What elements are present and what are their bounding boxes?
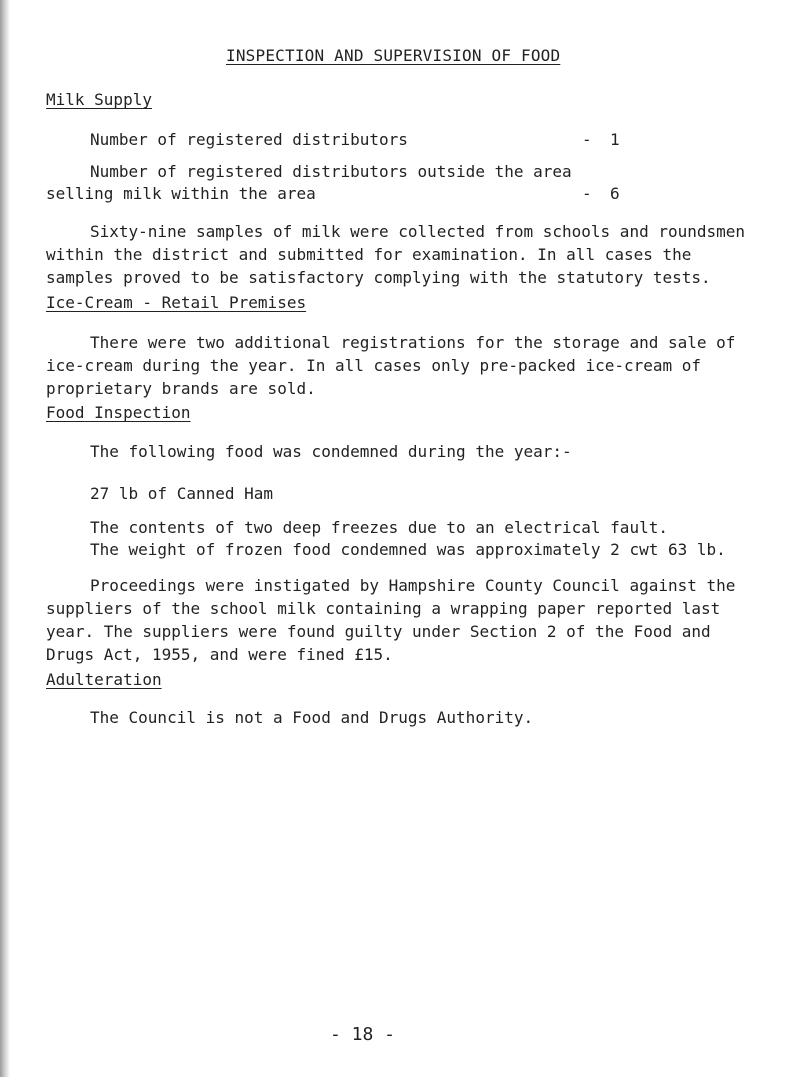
condemned-item-canned-ham: 27 lb of Canned Ham — [90, 484, 274, 503]
milk-row2-value: 6 — [610, 184, 620, 203]
ice-cream-paragraph: There were two additional registrations for the storage and sale of ice-cream during the year. In all cases only pre-packed ice-cream of proprietary brands are sold. — [46, 333, 736, 398]
section-heading-food-inspection: Food Inspection — [46, 403, 191, 422]
milk-row1-dash: - — [582, 130, 592, 149]
food-inspection-paragraph: Proceedings were instigated by Hampshire County Council against the suppliers of the school milk containing a wrapping paper reported last year. The suppliers were found guilty under Section 2 of the Food and Drugs Act, 1955, and were fined £15. — [46, 576, 736, 664]
section-heading-ice-cream: Ice-Cream - Retail Premises — [46, 293, 307, 312]
page-title: INSPECTION AND SUPERVISION OF FOOD — [226, 46, 561, 65]
milk-row2-label-line2: selling milk within the area — [46, 184, 316, 203]
food-inspection-intro: The following food was condemned during the year:- — [90, 442, 572, 461]
section-heading-adulteration: Adulteration — [46, 670, 162, 689]
milk-row2-label-line1: Number of registered distributors outside the area — [90, 162, 572, 181]
section-heading-milk-supply: Milk Supply — [46, 90, 152, 109]
scan-edge-shadow — [0, 0, 10, 1077]
adulteration-text: The Council is not a Food and Drugs Authority. — [90, 708, 534, 727]
condemned-item-deep-freeze-line2: The weight of frozen food condemned was approximately 2 cwt 63 lb. — [90, 540, 726, 559]
milk-row2-dash: - — [582, 184, 592, 203]
page-number: - 18 - — [330, 1024, 396, 1045]
condemned-item-deep-freeze-line1: The contents of two deep freezes due to an electrical fault. — [90, 518, 668, 537]
milk-paragraph: Sixty-nine samples of milk were collected from schools and roundsmen within the district and submitted for examination. In all cases the samples proved to be satisfactory complying with the statutory tests. — [46, 222, 746, 287]
milk-row1-label: Number of registered distributors — [90, 130, 408, 149]
milk-row1-value: 1 — [610, 130, 620, 149]
